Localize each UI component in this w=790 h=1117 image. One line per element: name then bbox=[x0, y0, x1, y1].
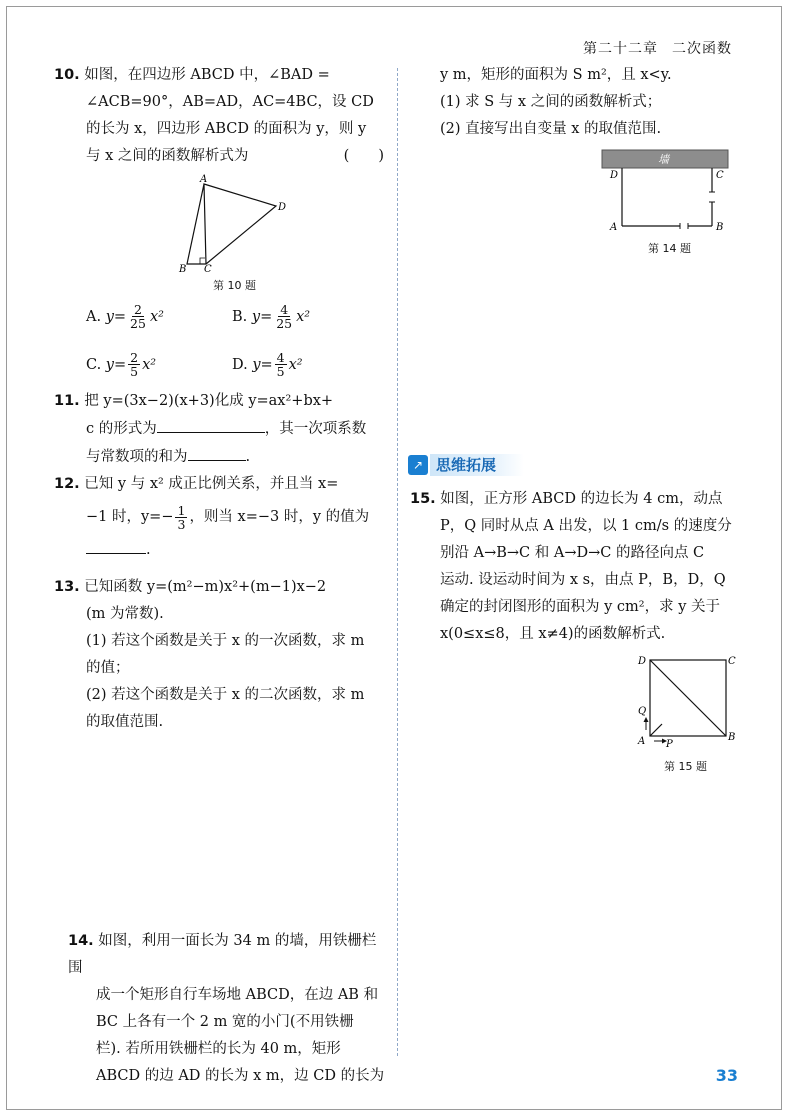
question-13 bbox=[54, 574, 384, 736]
label-C: C bbox=[728, 656, 736, 667]
label-P: P bbox=[666, 739, 673, 750]
chapter-title: 二次函数 bbox=[672, 41, 732, 57]
question-number: 14. bbox=[68, 933, 94, 949]
column-divider bbox=[397, 68, 398, 1056]
label-B: B bbox=[179, 264, 187, 275]
fraction: $\frac{1}{3}$ bbox=[177, 502, 186, 532]
q15-line-1: 如图，正方形 ABCD 的边长为 4 cm，动点 bbox=[440, 491, 723, 507]
section-header bbox=[408, 452, 524, 478]
question-10 bbox=[54, 62, 384, 170]
question-12: 12. 已知 y 与 x² 成正比例关系，并且当 x= −1 时，y=− $\frac{1}{3}$ ，则当 x=−3 时，y 的值为 . bbox=[54, 476, 370, 558]
option-d[interactable]: D. y= $\frac{4}{5}$ x² bbox=[232, 350, 303, 379]
answer-blank[interactable] bbox=[188, 443, 246, 461]
q14-line-5: ABCD 的边 AD 的长为 x m，边 CD 的长为 bbox=[96, 1068, 385, 1084]
question-15 bbox=[410, 486, 746, 648]
fraction: $\frac{4}{25}$ bbox=[276, 302, 293, 331]
section-title: 思维拓展 bbox=[430, 454, 524, 476]
answer-bracket[interactable]: ( ) bbox=[343, 148, 384, 164]
label-D: D bbox=[638, 656, 647, 667]
label-C: C bbox=[716, 170, 724, 181]
fraction: $\frac{2}{25}$ bbox=[130, 302, 146, 331]
label-D: D bbox=[278, 202, 287, 213]
section-icon: ↗ bbox=[408, 455, 428, 475]
q10-line-3: 的长为 x，四边形 ABCD 的面积为 y，则 y bbox=[86, 121, 367, 137]
figure-14 bbox=[600, 148, 732, 236]
label-C: C bbox=[204, 264, 212, 275]
question-14 bbox=[68, 928, 388, 1090]
q14-line-3: BC 上各有一个 2 m 宽的小门(不用铁栅 bbox=[96, 1014, 354, 1030]
fraction: $\frac{2}{5}$ bbox=[130, 350, 139, 379]
q14-cont-line-1: y m，矩形的面积为 S m²，且 x<y. bbox=[440, 67, 672, 83]
figure-10-caption: 第 10 题 bbox=[213, 279, 256, 292]
q11-line-1: 把 y=(3x−2)(x+3)化成 y=ax²+bx+ bbox=[84, 393, 334, 409]
page-header bbox=[583, 38, 732, 58]
q10-line-2: ∠ACB=90°，AB=AD，AC=4BC，设 CD bbox=[86, 94, 374, 110]
q13-line-2: (m 为常数). bbox=[86, 606, 164, 622]
figure-15 bbox=[632, 650, 742, 750]
q15-line-4: 运动. 设运动时间为 x s，由点 P，B，D，Q bbox=[440, 572, 726, 588]
q14-line-4: 栏). 若所用铁栅栏的长为 40 m，矩形 bbox=[96, 1041, 341, 1057]
q15-line-3: 别沿 A→B→C 和 A→D→C 的路径向点 C bbox=[440, 545, 705, 561]
label-A: A bbox=[200, 174, 208, 185]
question-number: 10. bbox=[54, 67, 80, 83]
option-a[interactable]: A. y= $\frac{2}{25}$ x² bbox=[86, 302, 164, 331]
question-number: 13. bbox=[54, 579, 80, 595]
answer-blank[interactable] bbox=[157, 415, 265, 433]
figure-15-caption: 第 15 题 bbox=[664, 760, 707, 773]
q13-line-3: (1) 若这个函数是关于 x 的一次函数，求 m bbox=[86, 633, 365, 649]
question-number: 12. bbox=[54, 476, 80, 492]
answer-blank[interactable] bbox=[86, 536, 146, 554]
q13-line-5: (2) 若这个函数是关于 x 的二次函数，求 m bbox=[86, 687, 365, 703]
q15-line-6: x(0≤x≤8，且 x≠4)的函数解析式. bbox=[440, 626, 666, 642]
label-B: B bbox=[728, 732, 736, 743]
q10-line-1: 如图，在四边形 ABCD 中，∠BAD = bbox=[84, 67, 330, 83]
q15-line-5: 确定的封闭图形的面积为 y cm²，求 y 关于 bbox=[440, 599, 721, 615]
fraction: $\frac{4}{5}$ bbox=[276, 350, 285, 379]
option-b[interactable]: B. y= $\frac{4}{25}$ x² bbox=[232, 302, 311, 331]
chapter-label: 第二十二章 bbox=[583, 41, 658, 57]
question-number: 15. bbox=[410, 491, 436, 507]
figure-10 bbox=[170, 172, 290, 276]
q13-line-1: 已知函数 y=(m²−m)x²+(m−1)x−2 bbox=[84, 579, 327, 595]
question-number: 11. bbox=[54, 393, 80, 409]
figure-14-caption: 第 14 题 bbox=[648, 242, 691, 255]
q14-line-2: 成一个矩形自行车场地 ABCD，在边 AB 和 bbox=[96, 987, 379, 1003]
question-14-continued bbox=[440, 62, 740, 143]
q15-line-2: P，Q 同时从点 A 出发，以 1 cm/s 的速度分 bbox=[440, 518, 732, 534]
q14-cont-line-2: (1) 求 S 与 x 之间的函数解析式； bbox=[440, 94, 662, 110]
q13-line-4: 的值； bbox=[86, 660, 130, 676]
q12-line-1: 已知 y 与 x² 成正比例关系，并且当 x= bbox=[84, 476, 339, 492]
label-A: A bbox=[638, 736, 646, 747]
label-D: D bbox=[610, 170, 619, 181]
q14-cont-line-3: (2) 直接写出自变量 x 的取值范围. bbox=[440, 121, 662, 137]
page-number: 33 bbox=[715, 1066, 738, 1085]
wall-label: 墙 bbox=[658, 153, 669, 166]
question-11: 11. 把 y=(3x−2)(x+3)化成 y=ax²+bx+ c 的形式为 ，其一次项系数 与常数项的和为 . bbox=[54, 393, 367, 465]
label-A: A bbox=[610, 222, 618, 233]
q14-line-1: 如图，利用一面长为 34 m 的墙，用铁栅栏围 bbox=[68, 933, 377, 976]
q13-line-6: 的取值范围. bbox=[86, 714, 164, 730]
option-c[interactable]: C. y= $\frac{2}{5}$ x² bbox=[86, 350, 157, 379]
label-Q: Q bbox=[638, 706, 647, 717]
label-B: B bbox=[716, 222, 724, 233]
q10-line-4: 与 x 之间的函数解析式为 bbox=[86, 148, 249, 164]
